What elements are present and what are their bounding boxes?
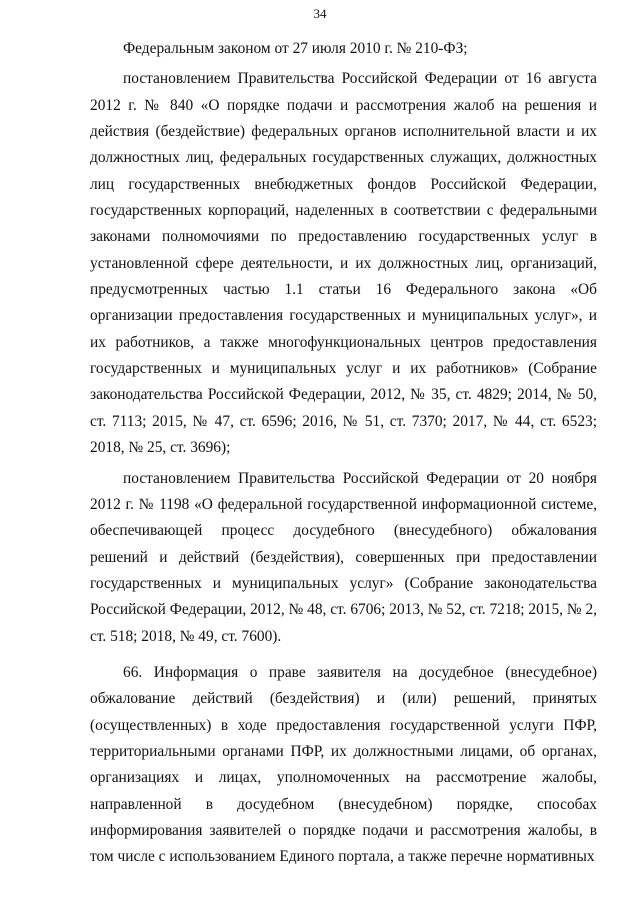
- paragraph-federal-law: Федеральным законом от 27 июля 2010 г. № 210-ФЗ;: [123, 40, 468, 57]
- document-body: [90, 36, 597, 871]
- paragraph-resolution-840: постановлением Правительства Российской Федерации от 16 августа 2012 г. № 840 «О порядке подачи и рассмотрения жалоб на решения и действия (бездействие) федеральных органов исполнительной власти и их должностных лиц, федеральных государственных служащих, должностных лиц государственных внебюджетных фондов Российской Федерации, государственных корпораций, наделенных в соответствии с федеральными законами полномочиями по предоставлению государственных услуг в установленной сфере деятельности, и их должностных лиц, организаций, предусмотренных частью 1.1 статьи 16 Федерального закона «Об организации предоставления государственных и муниципальных услуг», и их работников, а также многофункциональных центров предоставления государственных и муниципальных услуг и их работников» (Собрание законодательства Российской Федерации, 2012, № 35, ст. 4829; 2014, № 50, ст. 7113; 2015, № 47, ст. 6596; 2016, № 51, ст. 7370; 2017, № 44, ст. 6523; 2018, № 25, ст. 3696);: [90, 70, 597, 457]
- paragraph-resolution-1198: постановлением Правительства Российской Федерации от 20 ноября 2012 г. № 1198 «О федеральной государственной информационной системе, обеспечивающей процесс досудебного (внесудебного) обжалования решений и действий (бездействия), совершенных при предоставлении государственных и муниципальных услуг» (Собрание законодательства Российской Федерации, 2012, № 48, ст. 6706; 2013, № 52, ст. 7218; 2015, № 2, ст. 518; 2018, № 49, ст. 7600).: [90, 469, 597, 645]
- page-number: 34: [313, 6, 327, 21]
- paragraph-item-66: 66. Информация о праве заявителя на досудебное (внесудебное) обжалование действий (бездействия) и (или) решений, принятых (осуществленных) в ходе предоставления государственной услуги ПФР, территориальными органами ПФР, их должностными лицами, об органах, организациях и лицах, уполномоченных на рассмотрение жалобы, направленной в досудебном (внесудебном) порядке, способах информирования заявителей о порядке подачи и рассмотрения жалобы, в том числе с использованием Единого портала, а также перечне нормативных: [90, 663, 597, 866]
